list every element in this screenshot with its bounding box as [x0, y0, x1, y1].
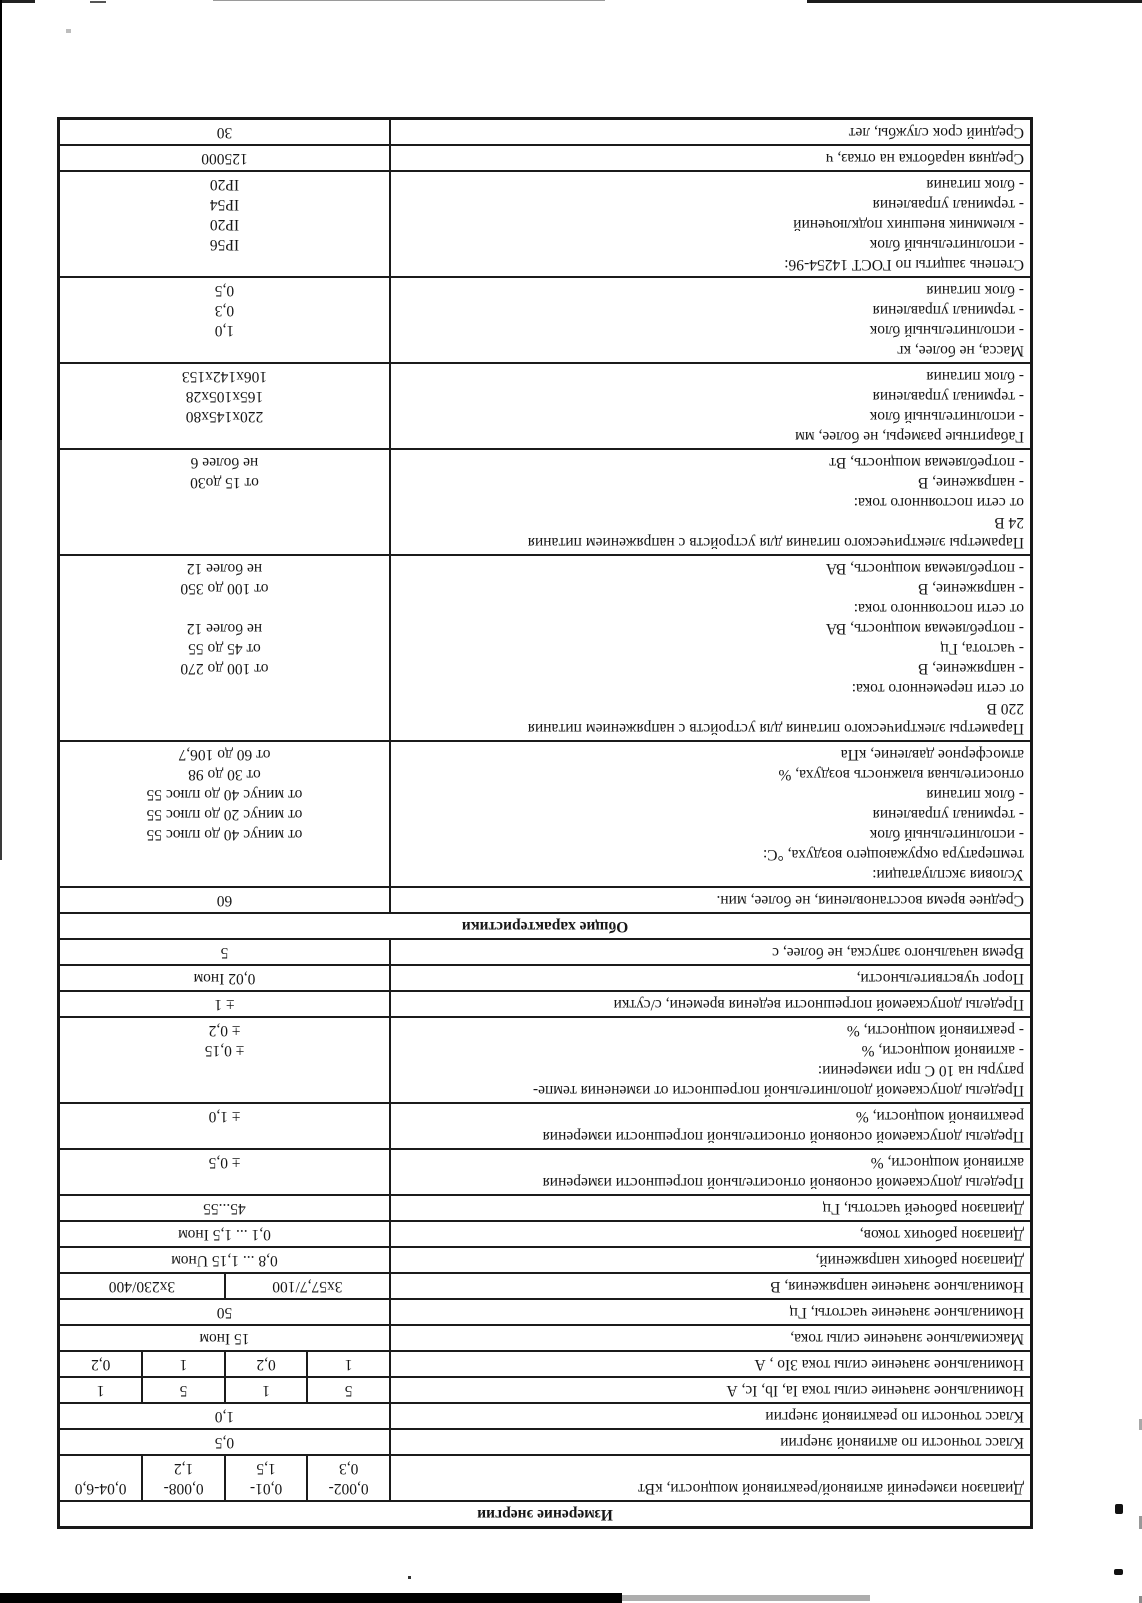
- label-line: Параметры электрического питания для устройств с напряжением питания: [527, 534, 1024, 551]
- value-line: IP56: [209, 236, 240, 253]
- value-line: [62, 678, 387, 698]
- value-line: [62, 512, 387, 532]
- table-row: [59, 1149, 1032, 1195]
- table-row: [59, 1429, 1032, 1455]
- section-row: [59, 1501, 1032, 1528]
- label-line: - блок питания: [926, 368, 1024, 385]
- label-line: атмосферное давление, кПа: [840, 746, 1024, 763]
- table-row: [59, 277, 1032, 363]
- table-row: [59, 1195, 1032, 1221]
- label-line: Параметры электрического питания для устройств с напряжением питания: [527, 720, 1024, 737]
- value-line: [62, 844, 387, 864]
- scan-artifact-top-edge-line: [807, 0, 1142, 3]
- row-label: Диапазон рабочих токов,: [390, 1221, 1032, 1247]
- row-value: [59, 449, 390, 555]
- label-line: Масса, не более, кг: [897, 342, 1024, 359]
- value-line: [62, 1458, 139, 1478]
- row-label: [390, 1103, 1032, 1149]
- table-row: [59, 1299, 1032, 1325]
- table-row: [59, 119, 1032, 146]
- value-line: от 60 до 106,7: [178, 746, 271, 763]
- row-label: Номинальное значение частоты, Гц: [390, 1299, 1032, 1325]
- value-line: от 30 до 98: [188, 766, 261, 783]
- row-label: Номинальное значение напряжения, В: [390, 1273, 1032, 1299]
- row-label: [390, 1017, 1032, 1103]
- value-line: от 15 до30: [190, 474, 259, 491]
- scan-artifact-bottom-bar: [0, 1593, 622, 1603]
- value-line: от минус 20 до плюс 55: [146, 806, 303, 823]
- scan-artifact-top-left-dash: [0, 0, 35, 3]
- value-line: 1,2: [173, 1460, 194, 1477]
- label-line: Пределы допускаемой основной относительной погрешности измерения: [542, 1174, 1024, 1191]
- value-line: [62, 598, 387, 618]
- row-label: Номинальное значение силы тока 3Iо , А: [390, 1351, 1032, 1377]
- row-label: Пределы допускаемой погрешности ведения времени, с/сутки: [390, 991, 1032, 1017]
- value-line: не более 12: [186, 620, 263, 637]
- label-line: от сети постоянного тока:: [853, 494, 1024, 511]
- row-value: 125000: [59, 145, 390, 171]
- row-value: [59, 277, 390, 363]
- table-row: [59, 991, 1032, 1017]
- value-line: 0,3: [214, 302, 235, 319]
- label-line: 24 В: [994, 514, 1024, 531]
- row-label: Класс точности по реактивной энергии: [390, 1403, 1032, 1429]
- rotated-table-container: [57, 117, 1033, 1529]
- label-line: - частота, Гц: [940, 640, 1024, 657]
- table-row: [59, 555, 1032, 741]
- table-row: [59, 1403, 1032, 1429]
- value-line: 1: [344, 1356, 353, 1373]
- spec-table: [57, 117, 1033, 1529]
- scan-artifact-bottom-bar-fade: [622, 1595, 870, 1601]
- value-line: [62, 864, 387, 884]
- label-line: - блок питания: [926, 176, 1024, 193]
- label-line: - потребляемая мощность, ВА: [825, 560, 1024, 577]
- table-row: [59, 171, 1032, 277]
- table-row: [59, 1103, 1032, 1149]
- row-label: Номинальное значение силы тока Iа, Ib, Iс, А: [390, 1377, 1032, 1403]
- label-line: Пределы допускаемой дополнительной погрешности от изменения темпе-: [532, 1082, 1024, 1099]
- row-value: 5: [59, 939, 390, 965]
- scan-artifact-top-edge-faint: [213, 0, 605, 1]
- table-row: [59, 1017, 1032, 1103]
- row-value: [59, 1149, 390, 1195]
- row-value: 1,0: [59, 1403, 390, 1429]
- row-value: [59, 1017, 390, 1103]
- value-line: 0,008-: [163, 1480, 204, 1497]
- value-line: 1: [262, 1382, 270, 1399]
- value-line: [62, 698, 387, 718]
- label-line: - клеммник внешних подключений: [793, 216, 1024, 233]
- value-cell: [142, 1455, 225, 1501]
- table-row: [59, 449, 1032, 555]
- row-value: 30: [59, 119, 390, 146]
- row-label: Максимальное значение силы тока,: [390, 1325, 1032, 1351]
- value-line: не более 6: [190, 454, 259, 471]
- row-label: [390, 277, 1032, 363]
- label-line: ратуры на 10 С при измерении:: [817, 1062, 1024, 1079]
- row-label: Средняя наработка на отказ, ч: [390, 145, 1032, 171]
- table-row: [59, 1247, 1032, 1273]
- value-line: 165х105х28: [185, 388, 264, 405]
- label-line: - терминал управления: [872, 388, 1024, 405]
- row-label: [390, 741, 1032, 887]
- label-line: - блок питания: [926, 786, 1024, 803]
- row-label: Диапазон рабочих напряжений,: [390, 1247, 1032, 1273]
- spec-table-body: [59, 119, 1032, 1528]
- value-cell: [307, 1377, 390, 1403]
- table-row: [59, 939, 1032, 965]
- row-value: 0,5: [59, 1429, 390, 1455]
- table-row: [59, 741, 1032, 887]
- value-line: 5: [344, 1382, 353, 1399]
- table-row: [59, 145, 1032, 171]
- value-line: ± 0,15: [204, 1042, 245, 1059]
- row-value: [59, 741, 390, 887]
- label-line: - напряжение, В: [917, 580, 1024, 597]
- value-line: 0,2: [256, 1356, 276, 1373]
- label-line: - напряжение, В: [917, 474, 1024, 491]
- row-label: [390, 171, 1032, 277]
- value-cell: [225, 1455, 308, 1501]
- value-line: IP20: [209, 176, 240, 193]
- value-line: [62, 492, 387, 512]
- value-cell: 3х230/400: [59, 1273, 225, 1299]
- scan-artifact-dot: [1115, 1504, 1123, 1514]
- row-value: [59, 1103, 390, 1149]
- value-line: [62, 1080, 387, 1100]
- row-value: 15 Iном: [59, 1325, 390, 1351]
- label-line: относительная влажность воздуха, %: [778, 766, 1024, 783]
- label-line: - исполнительный блок: [869, 236, 1024, 253]
- label-line: 220 В: [986, 700, 1024, 717]
- value-line: [62, 426, 387, 446]
- value-line: 0,2: [90, 1356, 111, 1373]
- label-line: реактивной мощности, %: [855, 1108, 1024, 1125]
- row-value: ± 1: [59, 991, 390, 1017]
- row-label: [390, 363, 1032, 449]
- row-value: [59, 171, 390, 277]
- row-label: Средний срок службы, лет: [390, 119, 1032, 146]
- value-cell: [307, 1455, 390, 1501]
- value-line: 1,0: [214, 322, 235, 339]
- row-value: [59, 555, 390, 741]
- row-value: 0,1 ... 1,5 Iном: [59, 1221, 390, 1247]
- value-line: 0,3: [338, 1460, 359, 1477]
- section-header: Общие характеристики: [59, 913, 1032, 939]
- label-line: от сети постоянного тока:: [853, 600, 1024, 617]
- value-cell: 3х57,7/100: [225, 1273, 390, 1299]
- value-line: [62, 532, 387, 552]
- value-cell: [142, 1377, 225, 1403]
- row-value: 50: [59, 1299, 390, 1325]
- row-value: 60: [59, 887, 390, 913]
- value-line: 0,5: [214, 282, 235, 299]
- scan-artifact-speck: [66, 29, 71, 33]
- label-line: - исполнительный блок: [869, 408, 1024, 425]
- value-line: 0,002-: [328, 1480, 369, 1497]
- value-line: ± 0,5: [208, 1154, 241, 1171]
- value-line: 106х142х153: [181, 368, 268, 385]
- label-line: - напряжение, В: [917, 660, 1024, 677]
- row-value: [59, 363, 390, 449]
- table-row: [59, 887, 1032, 913]
- label-line: - исполнительный блок: [869, 826, 1024, 843]
- table-row: [59, 1455, 1032, 1501]
- row-label: [390, 449, 1032, 555]
- value-line: от минус 40 до плюс 55: [146, 786, 303, 803]
- value-cell: [142, 1351, 225, 1377]
- value-line: 0,04-6,0: [74, 1480, 127, 1497]
- scan-artifact-top-dash: [90, 1, 106, 3]
- table-row: [59, 1221, 1032, 1247]
- label-line: - активной мощности, %: [861, 1042, 1024, 1059]
- label-line: - блок питания: [926, 282, 1024, 299]
- row-label: Класс точности по активной энергии: [390, 1429, 1032, 1455]
- label-line: - терминал управления: [872, 196, 1024, 213]
- value-cell: [225, 1351, 308, 1377]
- row-label: Диапазон рабочей частоты, Гц: [390, 1195, 1032, 1221]
- row-value: 0,02 Iном: [59, 965, 390, 991]
- value-cell: [59, 1377, 143, 1403]
- section-row: [59, 913, 1032, 939]
- value-line: IP54: [209, 196, 240, 213]
- label-line: от сети переменного тока:: [851, 680, 1024, 697]
- scan-artifact-left-edge-line: [0, 0, 2, 440]
- label-line: температура окружающего воздуха, °С:: [762, 846, 1024, 863]
- label-line: Габаритные размеры, не более, мм: [795, 428, 1024, 445]
- value-line: 1,5: [256, 1460, 276, 1477]
- value-line: не более 12: [186, 560, 263, 577]
- table-row: [59, 1325, 1032, 1351]
- value-line: IP20: [209, 216, 240, 233]
- row-label: Время начального запуска, не более, с: [390, 939, 1032, 965]
- scan-artifact-dot: [408, 1576, 411, 1579]
- label-line: Пределы допускаемой основной относительной погрешности измерения: [542, 1128, 1024, 1145]
- value-line: ± 0,2: [208, 1022, 241, 1039]
- label-line: Степень защиты по ГОСТ 14254-96:: [784, 256, 1024, 273]
- label-line: активной мощности, %: [870, 1154, 1024, 1171]
- table-row: [59, 1351, 1032, 1377]
- value-line: [62, 340, 387, 360]
- label-line: - терминал управления: [872, 806, 1024, 823]
- row-value: 0,8 ... 1,15 Uном: [59, 1247, 390, 1273]
- scan-artifact-dot: [1114, 1569, 1123, 1575]
- value-line: [62, 1172, 387, 1192]
- label-line: - исполнительный блок: [869, 322, 1024, 339]
- row-value: 45...55: [59, 1195, 390, 1221]
- table-row: [59, 965, 1032, 991]
- value-line: ± 1,0: [208, 1108, 241, 1125]
- label-line: - реактивной мощности, %: [846, 1022, 1024, 1039]
- value-line: [62, 718, 387, 738]
- value-line: от минус 40 до плюс 55: [146, 826, 303, 843]
- row-label: [390, 1149, 1032, 1195]
- value-line: [62, 1060, 387, 1080]
- value-cell: [59, 1351, 143, 1377]
- table-row: [59, 363, 1032, 449]
- label-line: - терминал управления: [872, 302, 1024, 319]
- row-label: [390, 555, 1032, 741]
- value-line: 1: [96, 1382, 105, 1399]
- scan-artifact-left-edge-fade: [0, 440, 2, 860]
- value-cell: [59, 1455, 143, 1501]
- value-line: [62, 254, 387, 274]
- row-label: Диапазон измерений активной/реактивной мощности, кВт: [390, 1455, 1032, 1501]
- value-cell: [225, 1377, 308, 1403]
- value-line: [62, 1126, 387, 1146]
- section-header: Измерение энергии: [59, 1501, 1032, 1528]
- value-line: 5: [179, 1382, 188, 1399]
- value-cell: [307, 1351, 390, 1377]
- value-line: от 45 до 55: [188, 640, 261, 657]
- table-row: [59, 1377, 1032, 1403]
- value-line: от 100 до 270: [180, 660, 269, 677]
- label-line: - потребляемая мощность, Вт: [829, 454, 1024, 471]
- label-line: - потребляемая мощность, ВА: [825, 620, 1024, 637]
- row-label: Среднее время восстановления, не более, мин.: [390, 887, 1032, 913]
- label-line: Условия эксплуатации:: [872, 866, 1024, 883]
- value-line: 0,01-: [249, 1480, 283, 1497]
- value-line: 1: [179, 1356, 188, 1373]
- value-line: 220х145х80: [185, 408, 264, 425]
- value-line: от 100 до 350: [180, 580, 269, 597]
- table-row: [59, 1273, 1032, 1299]
- row-label: Порог чувствительности,: [390, 965, 1032, 991]
